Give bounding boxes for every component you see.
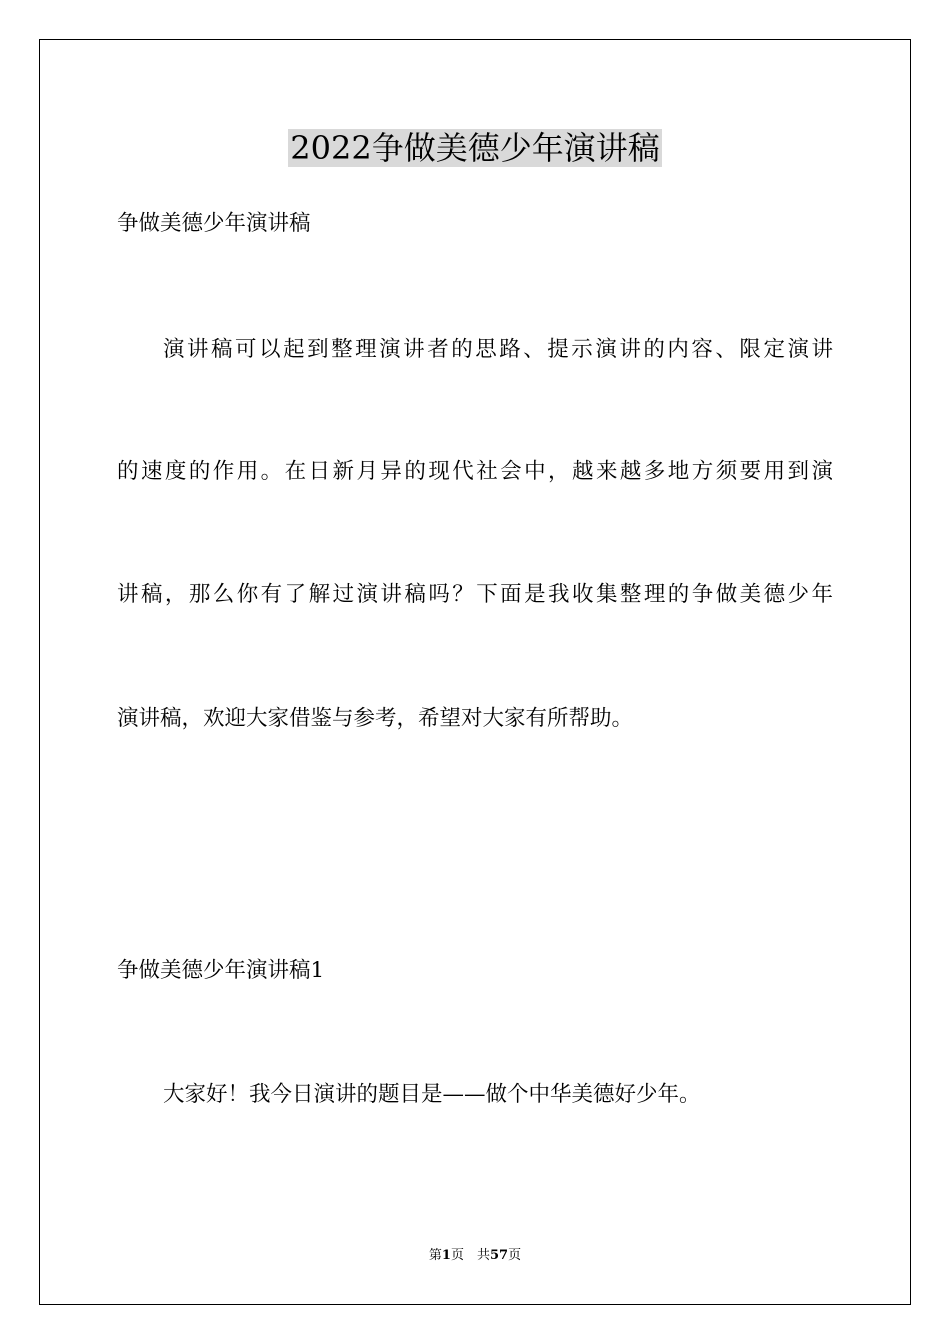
footer-page-current: 1 — [441, 1248, 451, 1263]
footer-page-suffix: 页 — [508, 1248, 522, 1263]
section-paragraph-line: 大家好！我今日演讲的题目是——做个中华美德好少年。 — [163, 1082, 701, 1107]
document-title — [0, 128, 950, 168]
document-title-text: 2022争做美德少年演讲稿 — [290, 129, 660, 167]
footer-page-total: 57 — [489, 1248, 509, 1263]
intro-line-4: 演讲稿，欢迎大家借鉴与参考，希望对大家有所帮助。 — [117, 706, 634, 731]
section-heading: 争做美德少年演讲稿1 — [117, 958, 325, 983]
intro-line-3: 讲稿，那么你有了解过演讲稿吗？下面是我收集整理的争做美德少年 — [117, 582, 833, 607]
footer-page-mid: 页 共 — [450, 1248, 490, 1263]
document-subtitle: 争做美德少年演讲稿 — [117, 211, 311, 236]
intro-line-2: 的速度的作用。在日新月异的现代社会中，越来越多地方须要用到演 — [117, 459, 833, 484]
intro-line-1: 演讲稿可以起到整理演讲者的思路、提示演讲的内容、限定演讲 — [163, 337, 833, 362]
footer-page-prefix: 第 — [428, 1248, 442, 1263]
page-footer — [0, 1247, 950, 1265]
